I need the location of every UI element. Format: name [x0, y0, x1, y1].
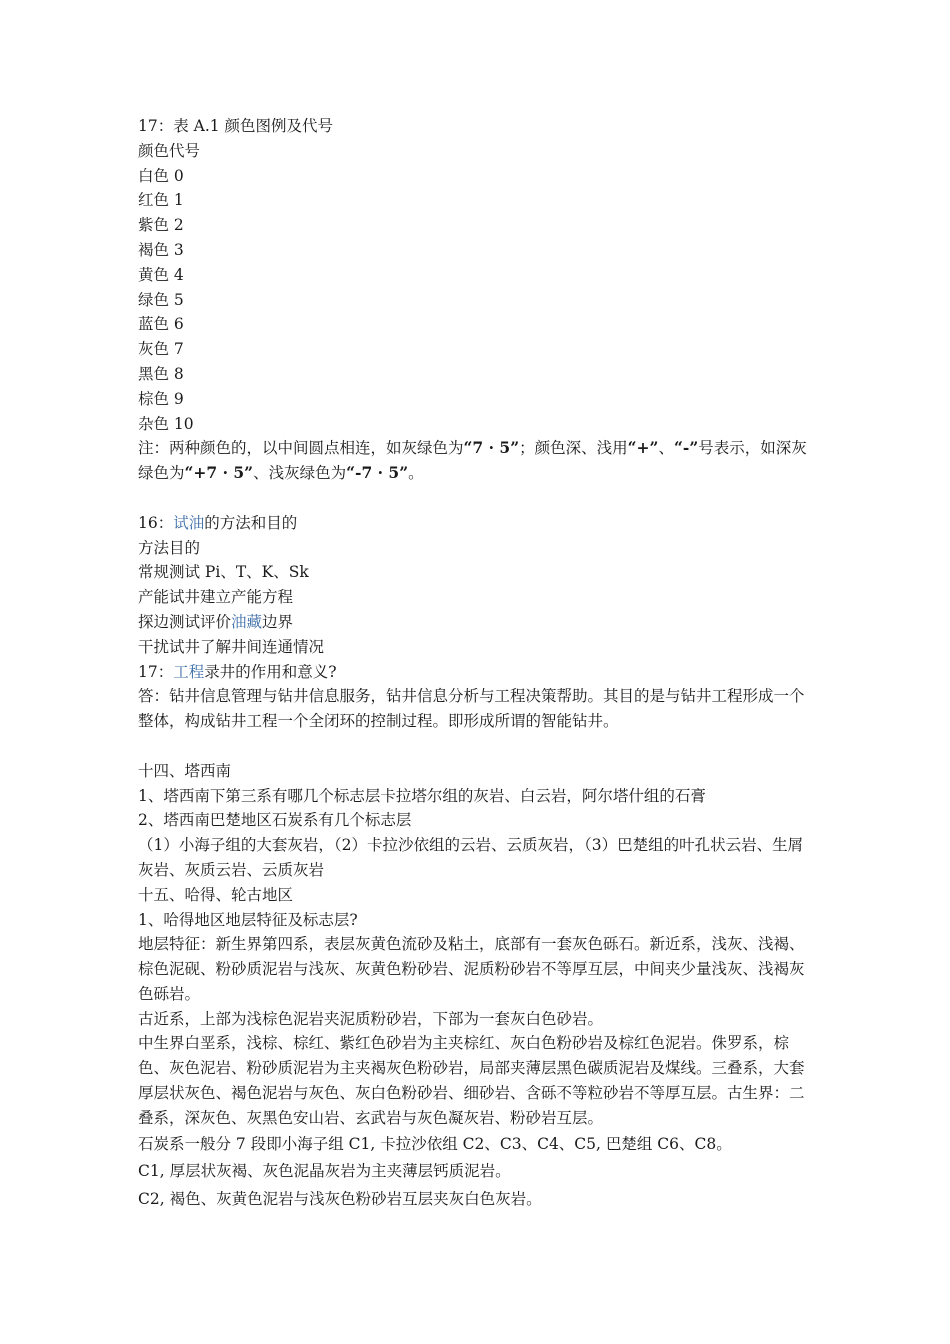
hade-question-1: 1、哈得地区地层特征及标志层? [138, 910, 358, 929]
blank-line [138, 486, 818, 511]
hade-paragraph: 地层特征：新生界第四系，表层灰黄色流砂及粘土，底部有一套灰色砾石。新近系，浅灰、浅褐、棕色泥砚、粉砂质泥岩与浅灰、灰黄色粉砂岩、泥质粉砂岩不等厚互层，中间夹少量浅灰、浅褐灰色砾岩。 [138, 935, 805, 1003]
color-note: 注：两种颜色的，以中间圆点相连，如灰绿色为“7 · 5”；颜色深、浅用“+”、“-”号表示，如深灰绿色为“+7 · 5”、浅灰绿色为“-7 · 5”。 [138, 438, 807, 483]
hade-paragraph: C1, 厚层状灰褐、灰色泥晶灰岩为主夹薄层钙质泥岩。 [138, 1162, 511, 1181]
color-item: 杂色 10 [138, 414, 194, 433]
color-item: 紫色 2 [138, 216, 184, 235]
color-item: 白色 0 [138, 166, 184, 185]
color-item: 黄色 4 [138, 265, 184, 284]
color-item: 褐色 3 [138, 240, 184, 259]
section-heading-hade: 十五、哈得、轮古地区 [138, 885, 294, 904]
color-item: 灰色 7 [138, 340, 184, 359]
taxinan-question-1: 1、塔西南下第三系有哪几个标志层卡拉塔尔组的灰岩、白云岩，阿尔塔什组的石膏 [138, 786, 706, 805]
oil-test-row: 探边测试评价油藏边界 [138, 612, 294, 631]
document-body [138, 114, 818, 1213]
taxinan-answer-2: （1）小海子组的大套灰岩，（2）卡拉沙依组的云岩、云质灰岩，（3）巴楚组的叶孔状云岩、生屑灰岩、灰质云岩、云质灰岩 [138, 836, 804, 879]
color-item: 黑色 8 [138, 364, 184, 383]
color-item: 蓝色 6 [138, 315, 184, 334]
color-item: 红色 1 [138, 191, 184, 210]
engineering-link[interactable]: 工程 [173, 662, 205, 681]
hade-paragraph: 石炭系一般分 7 段即小海子组 C1, 卡拉沙依组 C2、C3、C4、C5, 巴楚组 C6、C8。 [138, 1134, 732, 1153]
oil-test-row: 干扰试井了解井间连通情况 [138, 637, 325, 656]
oil-test-link[interactable]: 试油 [173, 513, 205, 532]
color-legend-title: 17：表 A.1 颜色图例及代号 [138, 117, 334, 135]
color-legend-header: 颜色代号 [138, 141, 201, 160]
logging-question: 17：工程录井的作用和意义? [138, 662, 337, 681]
reservoir-link[interactable]: 油藏 [231, 612, 263, 631]
blank-line [138, 734, 818, 759]
color-item: 绿色 5 [138, 290, 184, 309]
hade-paragraph: 中生界白垩系，浅棕、棕红、紫红色砂岩为主夹棕红、灰白色粉砂岩及棕红色泥岩。侏罗系，棕色、灰色泥岩、粉砂质泥岩为主夹褐灰色粉砂岩，局部夹薄层黑色碳质泥岩及煤线。三叠系，大套厚层状灰色、褐色泥岩与灰色、灰白色粉砂岩、细砂岩、含砾不等粒砂岩不等厚互层。古生界：二叠系，深灰色、灰黑色安山岩、玄武岩与灰色凝灰岩、粉砂岩互层。 [138, 1034, 805, 1127]
logging-answer: 答：钻井信息管理与钻井信息服务，钻井信息分析与工程决策帮助。其目的是与钻井工程形成一个整体，构成钻井工程一个全闭环的控制过程。即形成所谓的智能钻井。 [138, 687, 805, 731]
oil-test-title: 16：试油的方法和目的 [138, 513, 298, 532]
hade-paragraph: 古近系，上部为浅棕色泥岩夹泥质粉砂岩，下部为一套灰白色砂岩。 [138, 1009, 604, 1028]
section-heading-taxinan: 十四、塔西南 [138, 761, 232, 780]
oil-test-header: 方法目的 [138, 538, 201, 557]
color-item: 棕色 9 [138, 389, 184, 408]
oil-test-row: 产能试井建立产能方程 [138, 588, 294, 607]
oil-test-row: 常规测试 Pi、T、K、Sk [138, 563, 309, 582]
hade-paragraph: C2, 褐色、灰黄色泥岩与浅灰色粉砂岩互层夹灰白色灰岩。 [138, 1189, 542, 1208]
taxinan-question-2: 2、塔西南巴楚地区石炭系有几个标志层 [138, 811, 412, 830]
